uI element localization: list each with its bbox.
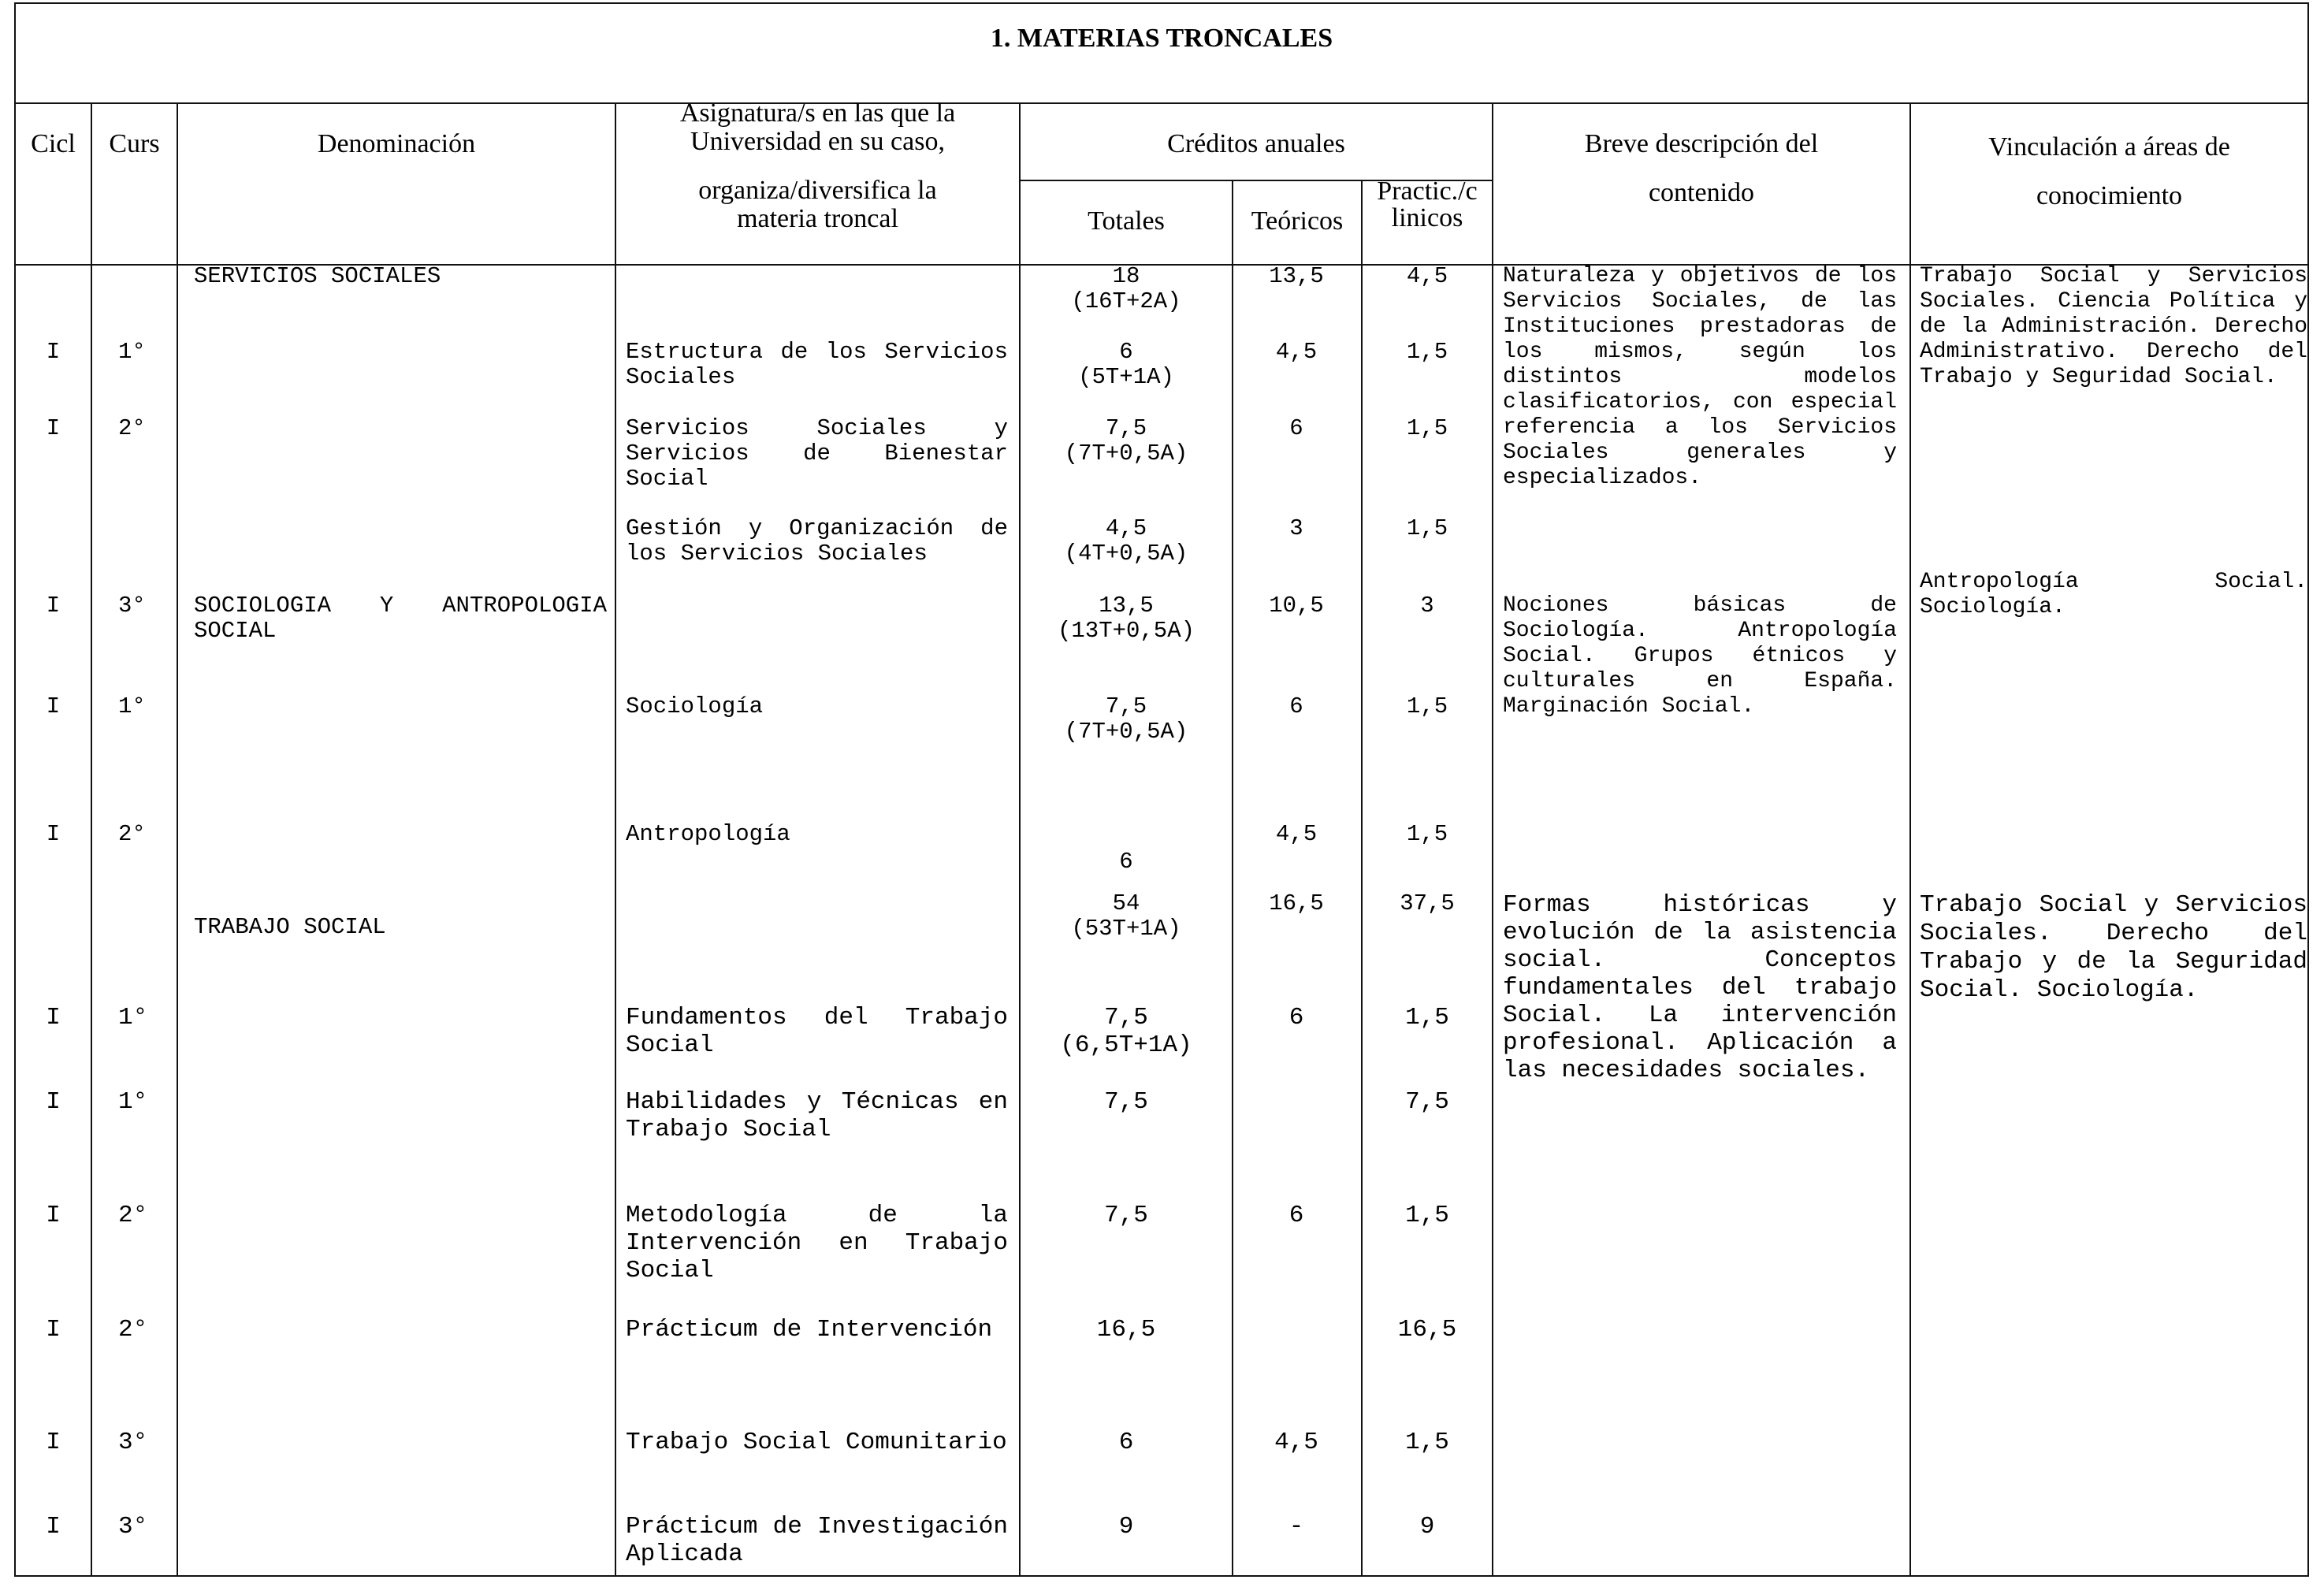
curs-cell: 2° — [118, 821, 146, 847]
totales-breakdown-cell: (7T+0,5A) — [1064, 719, 1188, 745]
col-divider-cicl — [91, 103, 92, 1577]
teoricos-cell: 13,5 — [1269, 263, 1324, 289]
practicos-cell: 1,5 — [1406, 415, 1448, 441]
curs-cell: 1° — [118, 339, 146, 365]
cicl-cell: I — [46, 821, 61, 847]
teoricos-cell: 4,5 — [1275, 821, 1318, 847]
header-vinculacion-line1: Vinculación a áreas de — [1988, 132, 2230, 162]
asignatura-cell: Sociología — [626, 693, 764, 719]
header-totales: Totales — [1088, 206, 1165, 236]
cicl-cell: I — [46, 1429, 61, 1456]
col-divider-descripcion — [1909, 103, 1911, 1577]
cicl-cell: I — [46, 593, 61, 619]
practicos-cell: 1,5 — [1405, 1429, 1449, 1456]
practicos-cell: 9 — [1419, 1513, 1435, 1541]
totales-breakdown-cell: (6,5T+1A) — [1060, 1031, 1192, 1059]
practicos-cell: 37,5 — [1400, 890, 1455, 916]
col-divider-curs — [177, 103, 178, 1577]
header-asignatura-line4: materia troncal — [737, 204, 898, 233]
denominacion-cell: SOCIOLOGIA Y ANTROPOLOGIA SOCIAL — [194, 593, 607, 644]
asignatura-cell: Estructura de los Servicios Sociales — [626, 339, 1008, 390]
practicos-cell: 3 — [1420, 593, 1434, 619]
col-divider-denominacion — [615, 103, 616, 1577]
cicl-cell: I — [46, 415, 61, 441]
teoricos-cell: 4,5 — [1275, 339, 1318, 365]
teoricos-cell: 6 — [1288, 1004, 1304, 1031]
page-title: 1. MATERIAS TRONCALES — [990, 24, 1333, 53]
practicos-cell: 1,5 — [1406, 693, 1448, 719]
header-asignatura-line1: Asignatura/s en las que la — [679, 98, 956, 128]
totales-breakdown-cell: (4T+0,5A) — [1064, 541, 1188, 567]
cicl-cell: I — [46, 693, 61, 719]
teoricos-cell: 6 — [1289, 415, 1303, 441]
table-border-top — [14, 2, 2309, 4]
curs-cell: 2° — [118, 415, 146, 441]
header-teoricos: Teóricos — [1251, 206, 1344, 236]
cicl-cell: I — [46, 1088, 61, 1116]
cicl-cell: I — [46, 1004, 61, 1031]
totales-cell: 7,5 — [1105, 415, 1147, 441]
practicos-cell: 16,5 — [1397, 1316, 1457, 1344]
header-breve-line1: Breve descripción del — [1584, 129, 1819, 158]
col-divider-creditos — [1492, 103, 1493, 1577]
asignatura-cell: Prácticum de Intervención — [626, 1316, 993, 1344]
asignatura-cell: Servicios Sociales y Servicios de Bienestar Social — [626, 415, 1008, 492]
totales-cell: 4,5 — [1105, 515, 1147, 541]
totales-cell: 13,5 — [1099, 593, 1154, 619]
asignatura-cell: Prácticum de Investigación Aplicada — [626, 1513, 1008, 1568]
asignatura-cell: Gestión y Organización de los Servicios Sociales — [626, 515, 1008, 567]
header-breve-descripcion — [1493, 129, 1909, 208]
teoricos-cell: 6 — [1289, 693, 1303, 719]
teoricos-cell: - — [1288, 1513, 1304, 1541]
totales-breakdown-cell: (53T+1A) — [1071, 916, 1181, 942]
col-divider-asignatura — [1019, 103, 1021, 1577]
cicl-cell: I — [46, 1202, 61, 1229]
practicos-cell: 1,5 — [1406, 821, 1448, 847]
totales-cell: 6 — [1119, 339, 1133, 365]
totales-cell: 9 — [1118, 1513, 1134, 1541]
totales-breakdown-cell: (16T+2A) — [1071, 288, 1181, 314]
description-sociologia-antropologia: Nociones básicas de Sociología. Antropología Social. Grupos étnicos y culturales en España. Marginación Social. — [1503, 593, 1897, 719]
header-asignatura-line3: organiza/diversifica la — [698, 176, 937, 205]
curs-cell: 3° — [118, 593, 146, 619]
teoricos-cell: 4,5 — [1274, 1429, 1318, 1456]
curs-cell: 1° — [118, 1004, 148, 1031]
practicos-cell: 7,5 — [1405, 1088, 1449, 1116]
totales-cell: 6 — [1119, 849, 1133, 875]
header-practicos-line1: Practic./c — [1377, 177, 1478, 206]
curs-cell: 3° — [118, 1429, 148, 1456]
header-curs: Curs — [109, 129, 160, 158]
totales-cell: 7,5 — [1104, 1004, 1148, 1031]
teoricos-cell: 10,5 — [1269, 593, 1324, 619]
cicl-cell: I — [46, 1513, 61, 1541]
vinculacion-trabajo-social: Trabajo Social y Servicios Sociales. Derecho del Trabajo y de la Seguridad Social. Sociología. — [1920, 891, 2307, 1004]
totales-cell: 18 — [1112, 263, 1140, 289]
totales-cell: 16,5 — [1096, 1316, 1156, 1344]
practicos-cell: 4,5 — [1406, 263, 1448, 289]
header-vinculacion-line2: conocimiento — [2036, 181, 2183, 210]
asignatura-cell: Habilidades y Técnicas en Trabajo Social — [626, 1088, 1008, 1143]
header-asignatura — [616, 99, 1019, 233]
totales-cell: 54 — [1112, 890, 1140, 916]
header-practicos-line2: linicos — [1391, 203, 1463, 232]
totales-cell: 7,5 — [1104, 1202, 1148, 1229]
practicos-cell: 1,5 — [1405, 1004, 1449, 1031]
curs-cell: 2° — [118, 1316, 148, 1344]
totales-breakdown-cell: (7T+0,5A) — [1064, 440, 1188, 466]
description-trabajo-social: Formas históricas y evolución de la asistencia social. Conceptos fundamentales del trabajo Social. La intervención profesional. Aplicación a las necesidades sociales. — [1503, 891, 1897, 1084]
teoricos-cell: 6 — [1288, 1202, 1304, 1229]
vinculacion-servicios-sociales: Trabajo Social y Servicios Sociales. Ciencia Política y de la Administración. Derecho Administrativo. Derecho del Trabajo y Seguridad Social. — [1920, 264, 2307, 389]
practicos-cell: 1,5 — [1405, 1202, 1449, 1229]
practicos-cell: 1,5 — [1406, 339, 1448, 365]
asignatura-cell: Trabajo Social Comunitario — [626, 1429, 1007, 1456]
header-breve-line2: contenido — [1648, 178, 1755, 207]
table-border-bottom — [14, 1575, 2309, 1577]
totales-cell: 7,5 — [1104, 1088, 1148, 1116]
col-divider-totales — [1232, 180, 1233, 1577]
header-cicl: Cicl — [31, 129, 76, 158]
header-creditos-anuales: Créditos anuales — [1167, 129, 1345, 158]
table-border-right — [2307, 2, 2309, 1577]
teoricos-cell: 16,5 — [1269, 890, 1324, 916]
cicl-cell: I — [46, 339, 61, 365]
curs-cell: 1° — [118, 1088, 148, 1116]
description-servicios-sociales: Naturaleza y objetivos de los Servicios Sociales, de las Instituciones prestadoras de los mismos, según los distintos modelos clasificatorios, con especial referencia a los Servicios Sociales generales y especializados. — [1503, 264, 1897, 490]
totales-breakdown-cell: (13T+0,5A) — [1057, 618, 1195, 644]
asignatura-cell: Antropología — [626, 821, 790, 847]
totales-cell: 6 — [1118, 1429, 1134, 1456]
header-practicos — [1363, 178, 1492, 232]
denominacion-cell: SERVICIOS SOCIALES — [194, 263, 441, 289]
curs-cell: 1° — [118, 693, 146, 719]
vinculacion-sociologia-antropologia: Antropología Social. Sociología. — [1920, 570, 2307, 619]
header-denominacion: Denominación — [317, 129, 476, 158]
teoricos-cell: 3 — [1289, 515, 1303, 541]
header-asignatura-line2: Universidad en su caso, — [690, 127, 945, 156]
asignatura-cell: Fundamentos del Trabajo Social — [626, 1004, 1008, 1059]
denominacion-cell: TRABAJO SOCIAL — [194, 914, 386, 940]
header-vinculacion — [1911, 132, 2307, 211]
asignatura-cell: Metodología de la Intervención en Trabajo Social — [626, 1202, 1008, 1284]
practicos-cell: 1,5 — [1406, 515, 1448, 541]
curs-cell: 2° — [118, 1202, 148, 1229]
title-divider — [14, 102, 2309, 104]
cicl-cell: I — [46, 1316, 61, 1344]
curs-cell: 3° — [118, 1513, 148, 1541]
totales-cell: 7,5 — [1105, 693, 1147, 719]
col-divider-teoricos — [1361, 180, 1363, 1577]
totales-breakdown-cell: (5T+1A) — [1078, 364, 1174, 390]
